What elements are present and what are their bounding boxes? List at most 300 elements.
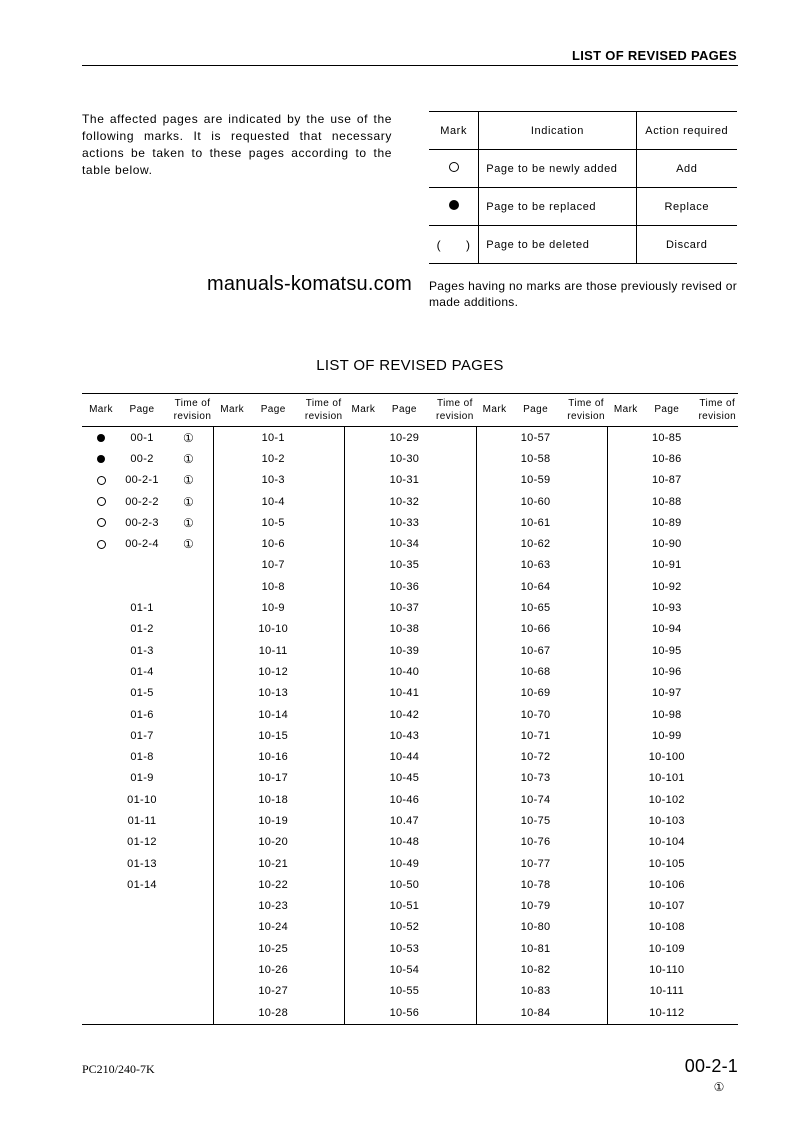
revision-cell <box>426 789 475 810</box>
legend-action: Discard <box>666 238 708 251</box>
table-row <box>213 704 344 725</box>
table-row <box>213 768 344 789</box>
table-row <box>213 853 344 874</box>
table-row <box>213 789 344 810</box>
mark-cell <box>476 661 514 682</box>
revision-cell <box>426 725 475 746</box>
mark-cell <box>344 619 382 640</box>
page-cell: 10-49 <box>389 857 420 870</box>
table-row <box>344 896 475 917</box>
mark-cell <box>607 853 645 874</box>
page-cell <box>120 896 164 917</box>
page-cell: 10-53 <box>389 942 420 955</box>
page-cell: 10-66 <box>520 623 551 636</box>
mark-cell <box>344 597 382 618</box>
mark-cell <box>213 853 251 874</box>
revision-1-icon: ① <box>182 494 195 509</box>
table-row <box>344 746 475 767</box>
mark-cell <box>344 938 382 959</box>
page-cell: 10-62 <box>520 538 551 551</box>
mark-cell <box>82 746 120 767</box>
mark-cell <box>476 917 514 938</box>
table-row <box>82 896 213 917</box>
table-row <box>607 746 738 767</box>
page-cell: 10-10 <box>258 623 288 636</box>
table-row <box>607 810 738 831</box>
revision-cell <box>295 448 344 469</box>
revision-cell <box>426 491 475 512</box>
open-circle-icon <box>97 540 106 549</box>
legend-mark-cell <box>429 150 479 188</box>
header-time-of-revision: Time of revision <box>698 397 737 422</box>
revision-cell <box>426 896 475 917</box>
table-row <box>82 725 213 746</box>
revision-cell <box>164 1002 213 1023</box>
mark-cell <box>607 704 645 725</box>
page-cell: 10-51 <box>389 900 420 913</box>
table-row <box>607 512 738 533</box>
table-row <box>476 683 607 704</box>
revision-cell <box>689 427 738 448</box>
revision-cell <box>558 917 607 938</box>
page-cell: 10-32 <box>389 495 420 508</box>
mark-cell <box>213 448 251 469</box>
page-cell: 10-88 <box>651 495 682 508</box>
mark-cell <box>476 704 514 725</box>
mark-cell <box>607 768 645 789</box>
mark-cell <box>607 512 645 533</box>
revision-cell <box>295 725 344 746</box>
page-cell: 10-45 <box>389 772 420 785</box>
table-row <box>476 597 607 618</box>
mark-cell <box>607 896 645 917</box>
table-row <box>82 640 213 661</box>
table-row <box>213 619 344 640</box>
page-cell <box>120 981 164 1002</box>
mark-cell <box>476 853 514 874</box>
mark-cell <box>82 491 120 512</box>
revision-cell <box>295 810 344 831</box>
revision-cell <box>426 597 475 618</box>
page-cell: 10-57 <box>520 431 551 444</box>
mark-cell <box>607 619 645 640</box>
revision-cell <box>689 661 738 682</box>
header-mark: Mark <box>482 404 507 415</box>
mark-cell <box>607 661 645 682</box>
legend-header-mark: Mark <box>429 112 479 150</box>
mark-cell <box>82 619 120 640</box>
header-page: Page <box>129 404 155 415</box>
page-cell: 10-24 <box>258 921 288 934</box>
revision-cell <box>426 448 475 469</box>
legend-row-replace <box>429 188 737 226</box>
revision-cell <box>558 746 607 767</box>
revision-cell <box>295 1002 344 1023</box>
revision-cell <box>295 917 344 938</box>
table-row <box>344 917 475 938</box>
revision-cell <box>426 832 475 853</box>
page-cell: 01-7 <box>130 729 154 742</box>
table-row <box>213 725 344 746</box>
legend-header-action: Action required <box>645 124 729 137</box>
revision-cell <box>164 533 213 554</box>
table-row <box>82 938 213 959</box>
revision-cell <box>426 810 475 831</box>
revision-cell <box>426 555 475 576</box>
page-cell: 10-22 <box>258 878 288 891</box>
page-cell: 10-6 <box>261 538 285 551</box>
mark-cell <box>82 917 120 938</box>
table-row <box>213 512 344 533</box>
table-row <box>344 874 475 895</box>
table-row <box>476 874 607 895</box>
column-group-header <box>607 393 738 426</box>
header-mark: Mark <box>89 404 113 415</box>
table-row <box>344 832 475 853</box>
page-cell: 10-40 <box>389 665 420 678</box>
revision-cell <box>689 640 738 661</box>
mark-cell <box>213 725 251 746</box>
page-cell: 10-79 <box>520 900 551 913</box>
column-group-header <box>344 393 475 426</box>
revision-cell <box>164 576 213 597</box>
table-row <box>476 917 607 938</box>
page-cell: 00-2-1 <box>125 474 159 487</box>
mark-cell <box>344 746 382 767</box>
mark-cell <box>213 555 251 576</box>
revision-cell <box>164 512 213 533</box>
revision-cell <box>164 746 213 767</box>
revision-cell <box>558 768 607 789</box>
mark-cell <box>82 533 120 554</box>
page-cell: 10-52 <box>389 921 420 934</box>
revision-cell <box>689 597 738 618</box>
page-cell: 01-2 <box>130 623 154 636</box>
table-row <box>82 917 213 938</box>
table-row <box>476 853 607 874</box>
revision-cell <box>295 470 344 491</box>
revision-cell <box>558 640 607 661</box>
revision-cell <box>295 661 344 682</box>
page-cell: 10-104 <box>648 836 685 849</box>
mark-cell <box>344 640 382 661</box>
page-cell: 00-2-3 <box>125 516 159 529</box>
mark-cell <box>607 789 645 810</box>
page-cell <box>120 1002 164 1023</box>
table-row <box>344 981 475 1002</box>
mark-cell <box>476 896 514 917</box>
revision-cell <box>426 959 475 980</box>
revision-cell <box>164 789 213 810</box>
table-row <box>213 746 344 767</box>
table-row <box>476 1002 607 1023</box>
table-row <box>82 619 213 640</box>
footer-revision-mark: ① <box>713 1080 725 1094</box>
column-group-header <box>213 393 344 426</box>
revision-cell <box>295 853 344 874</box>
table-row <box>213 640 344 661</box>
page-header-title: LIST OF REVISED PAGES <box>572 48 737 63</box>
table-row <box>82 491 213 512</box>
mark-cell <box>476 981 514 1002</box>
header-page: Page <box>260 404 286 415</box>
revision-cell <box>689 789 738 810</box>
mark-cell <box>213 938 251 959</box>
revision-1-icon: ① <box>182 515 195 530</box>
revision-cell <box>426 533 475 554</box>
revision-cell <box>426 576 475 597</box>
header-time-of-revision: Time of revision <box>436 397 474 422</box>
revision-cell <box>689 704 738 725</box>
page-cell: 00-2-4 <box>125 538 159 551</box>
revision-cell <box>295 874 344 895</box>
revision-cell <box>295 576 344 597</box>
header-time-of-revision: Time of revision <box>567 397 605 422</box>
mark-cell <box>213 533 251 554</box>
revision-cell <box>164 938 213 959</box>
revision-cell <box>426 768 475 789</box>
page-cell: 01-4 <box>130 665 154 678</box>
mark-cell <box>82 470 120 491</box>
mark-cell <box>607 491 645 512</box>
revision-cell <box>164 896 213 917</box>
page-cell: 10-76 <box>520 836 551 849</box>
page-cell: 10-85 <box>651 431 682 444</box>
mark-cell <box>82 789 120 810</box>
mark-cell <box>476 959 514 980</box>
page-cell: 10-94 <box>651 623 682 636</box>
table-row <box>344 853 475 874</box>
table-row <box>82 789 213 810</box>
column-rows <box>344 427 475 1023</box>
revision-cell <box>689 555 738 576</box>
page-cell: 10-61 <box>520 516 551 529</box>
mark-cell <box>476 533 514 554</box>
revision-cell <box>558 959 607 980</box>
page-cell: 10-92 <box>651 580 682 593</box>
table-row <box>82 746 213 767</box>
mark-cell <box>476 448 514 469</box>
mark-cell <box>476 789 514 810</box>
page-cell: 10-71 <box>520 729 551 742</box>
table-row <box>607 533 738 554</box>
page-cell: 10-5 <box>261 516 285 529</box>
mark-cell <box>607 746 645 767</box>
mark-cell <box>344 917 382 938</box>
mark-cell <box>82 938 120 959</box>
revision-cell <box>295 683 344 704</box>
page-cell: 10-95 <box>651 644 682 657</box>
page-cell: 10-4 <box>261 495 285 508</box>
mark-cell <box>476 725 514 746</box>
page-cell: 10-111 <box>649 985 684 998</box>
revision-cell <box>558 512 607 533</box>
revision-cell <box>689 470 738 491</box>
column-group <box>476 393 607 1024</box>
page-cell: 10-21 <box>258 857 288 870</box>
mark-cell <box>476 746 514 767</box>
revision-cell <box>164 981 213 1002</box>
revision-cell <box>295 768 344 789</box>
revision-cell <box>164 470 213 491</box>
page-cell: 10-86 <box>651 452 682 465</box>
table-row <box>82 661 213 682</box>
table-row <box>82 555 213 576</box>
filled-circle-icon <box>97 434 105 442</box>
revision-cell <box>558 704 607 725</box>
mark-cell <box>82 768 120 789</box>
page-cell: 10-93 <box>651 602 682 615</box>
revision-cell <box>558 1002 607 1023</box>
mark-cell <box>344 725 382 746</box>
table-row <box>607 896 738 917</box>
mark-cell <box>476 555 514 576</box>
mark-cell <box>213 427 251 448</box>
page-cell: 10-109 <box>648 942 685 955</box>
table-row <box>82 810 213 831</box>
mark-cell <box>213 619 251 640</box>
table-row <box>607 938 738 959</box>
page-cell: 00-2-2 <box>125 495 159 508</box>
revision-cell <box>426 874 475 895</box>
revision-cell <box>164 768 213 789</box>
close-paren: ) <box>466 237 471 252</box>
mark-cell <box>476 683 514 704</box>
revision-cell <box>558 853 607 874</box>
revision-cell <box>689 981 738 1002</box>
page-cell: 10-46 <box>389 793 420 806</box>
revision-cell <box>689 576 738 597</box>
table-row <box>476 725 607 746</box>
legend-row-discard <box>429 226 737 264</box>
page-cell: 10-56 <box>389 1006 420 1019</box>
table-row <box>213 917 344 938</box>
revision-cell <box>558 896 607 917</box>
revision-cell <box>295 746 344 767</box>
table-row <box>476 746 607 767</box>
page-cell: 10-43 <box>389 729 420 742</box>
revision-cell <box>164 725 213 746</box>
legend-action: Add <box>676 162 698 175</box>
page-cell: 10-54 <box>389 964 420 977</box>
open-circle-icon <box>449 162 459 172</box>
table-row <box>476 491 607 512</box>
mark-cell <box>344 832 382 853</box>
revision-cell <box>164 874 213 895</box>
mark-cell <box>213 832 251 853</box>
table-row <box>607 683 738 704</box>
column-rows <box>607 427 738 1023</box>
page-cell: 01-10 <box>127 793 157 806</box>
revision-cell <box>689 448 738 469</box>
mark-cell <box>607 725 645 746</box>
mark-cell <box>344 661 382 682</box>
revision-cell <box>689 853 738 874</box>
mark-cell <box>82 981 120 1002</box>
revision-cell <box>164 853 213 874</box>
column-rows <box>476 427 607 1023</box>
column-group <box>607 393 738 1024</box>
table-row <box>607 640 738 661</box>
mark-cell <box>82 832 120 853</box>
mark-cell <box>213 810 251 831</box>
mark-cell <box>476 491 514 512</box>
footer-model: PC210/240-7K <box>82 1062 155 1076</box>
list-title: LIST OF REVISED PAGES <box>316 357 504 374</box>
mark-cell <box>476 874 514 895</box>
page-cell: 10-64 <box>520 580 551 593</box>
filled-circle-icon <box>97 455 105 463</box>
page-cell: 10-82 <box>520 964 551 977</box>
page-cell: 10-3 <box>261 474 285 487</box>
revision-cell <box>295 533 344 554</box>
revision-cell <box>164 810 213 831</box>
page-cell: 10-33 <box>389 516 420 529</box>
watermark-text: manuals-komatsu.com <box>207 273 412 295</box>
page-cell <box>120 938 164 959</box>
mark-cell <box>213 576 251 597</box>
page-cell: 10-106 <box>648 878 685 891</box>
page-cell: 10-14 <box>258 708 288 721</box>
page-cell: 10-27 <box>258 985 288 998</box>
mark-cell <box>476 512 514 533</box>
revision-cell <box>426 938 475 959</box>
revision-cell <box>689 491 738 512</box>
page-cell: 10-70 <box>520 708 551 721</box>
header-mark: Mark <box>220 404 245 415</box>
table-row <box>607 491 738 512</box>
revision-cell <box>689 768 738 789</box>
table-row <box>607 427 738 448</box>
page-cell: 10-12 <box>258 665 288 678</box>
table-row <box>344 810 475 831</box>
page-cell: 10-103 <box>648 814 685 827</box>
page-cell: 10-36 <box>389 580 420 593</box>
revision-cell <box>689 959 738 980</box>
table-row <box>344 491 475 512</box>
mark-cell <box>213 683 251 704</box>
page-cell: 01-11 <box>127 814 157 827</box>
mark-cell <box>476 470 514 491</box>
open-circle-icon <box>97 518 106 527</box>
footer-page-number: 00-2-1 <box>684 1056 738 1076</box>
table-row <box>213 896 344 917</box>
column-group <box>344 393 475 1024</box>
mark-cell <box>607 683 645 704</box>
table-row <box>607 853 738 874</box>
legend-indication: Page to be deleted <box>479 226 636 264</box>
page-cell: 10-11 <box>258 644 288 657</box>
mark-cell <box>607 640 645 661</box>
page-cell: 10-72 <box>520 751 551 764</box>
revision-cell <box>558 683 607 704</box>
intro-paragraph: The affected pages are indicated by the use of the following marks. It is requested that necessary actions be taken to these pages according to the table below. <box>82 112 392 177</box>
table-row <box>476 576 607 597</box>
table-row <box>213 683 344 704</box>
mark-cell <box>476 832 514 853</box>
mark-cell <box>607 597 645 618</box>
mark-cell <box>213 959 251 980</box>
mark-cell <box>476 619 514 640</box>
mark-cell <box>344 683 382 704</box>
page-cell: 10-37 <box>389 602 420 615</box>
mark-cell <box>344 1002 382 1023</box>
parentheses-icon <box>437 238 471 252</box>
column-group <box>82 393 213 1024</box>
mark-cell <box>213 470 251 491</box>
table-row <box>344 619 475 640</box>
revision-cell <box>295 597 344 618</box>
